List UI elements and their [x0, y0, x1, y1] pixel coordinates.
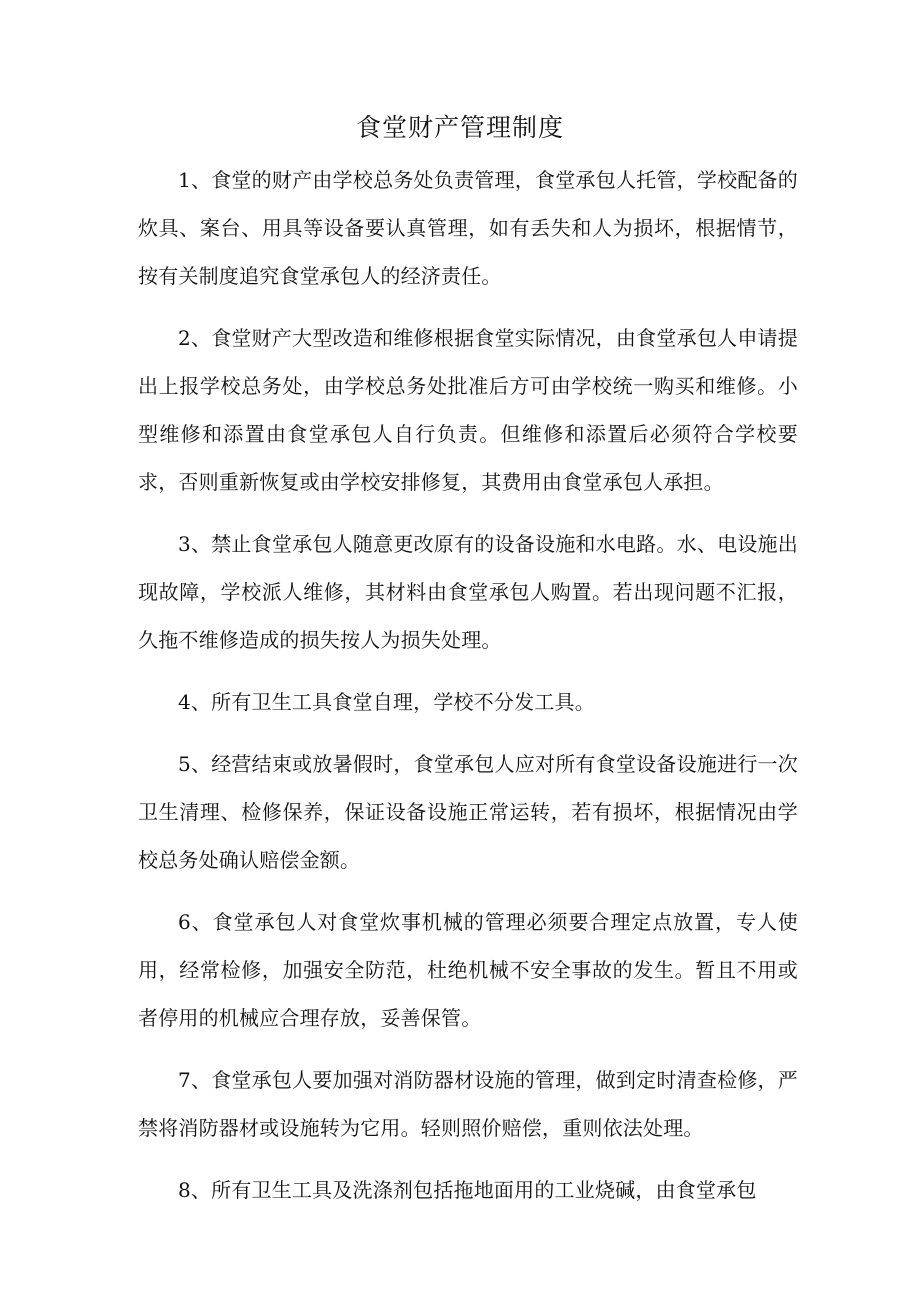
paragraph-3: 3、禁止食堂承包人随意更改原有的设备设施和水电路。水、电设施出现故障，学校派人维修，其材料由食堂承包人购置。若出现问题不汇报，久拖不维修造成的损失按人为损失处理。 — [138, 532, 798, 652]
document-title: 食堂财产管理制度 — [355, 113, 564, 142]
paragraph-4: 4、所有卫生工具食堂自理，学校不分发工具。 — [178, 690, 595, 714]
paragraph-7: 7、食堂承包人要加强对消防器材设施的管理，做到定时清查检修，严禁将消防器材或设施转为它用。轻则照价赔偿，重则依法处理。 — [138, 1068, 798, 1140]
paragraph-2: 2、食堂财产大型改造和维修根据食堂实际情况，由食堂承包人申请提出上报学校总务处，由学校总务处批准后方可由学校统一购买和维修。小型维修和添置由食堂承包人自行负责。但维修和添置后必须符合学校要求，否则重新恢复或由学校安排修复，其费用由食堂承包人承担。 — [138, 326, 798, 494]
paragraph-8: 8、所有卫生工具及洗涤剂包括拖地面用的工业烧碱，由食堂承包 — [178, 1178, 757, 1202]
paragraph-5: 5、经营结束或放暑假时，食堂承包人应对所有食堂设备设施进行一次卫生清理、检修保养，保证设备设施正常运转，若有损坏，根据情况由学校总务处确认赔偿金额。 — [138, 752, 798, 872]
document-body — [138, 156, 798, 1228]
paragraph-6: 6、食堂承包人对食堂炊事机械的管理必须要合理定点放置，专人使用，经常检修，加强安全防范，杜绝机械不安全事故的发生。暂且不用或者停用的机械应合理存放，妥善保管。 — [138, 910, 798, 1030]
paragraph-1: 1、食堂的财产由学校总务处负责管理，食堂承包人托管，学校配备的炊具、案台、用具等设备要认真管理，如有丢失和人为损坏，根据情节，按有关制度追究食堂承包人的经济责任。 — [138, 168, 798, 288]
